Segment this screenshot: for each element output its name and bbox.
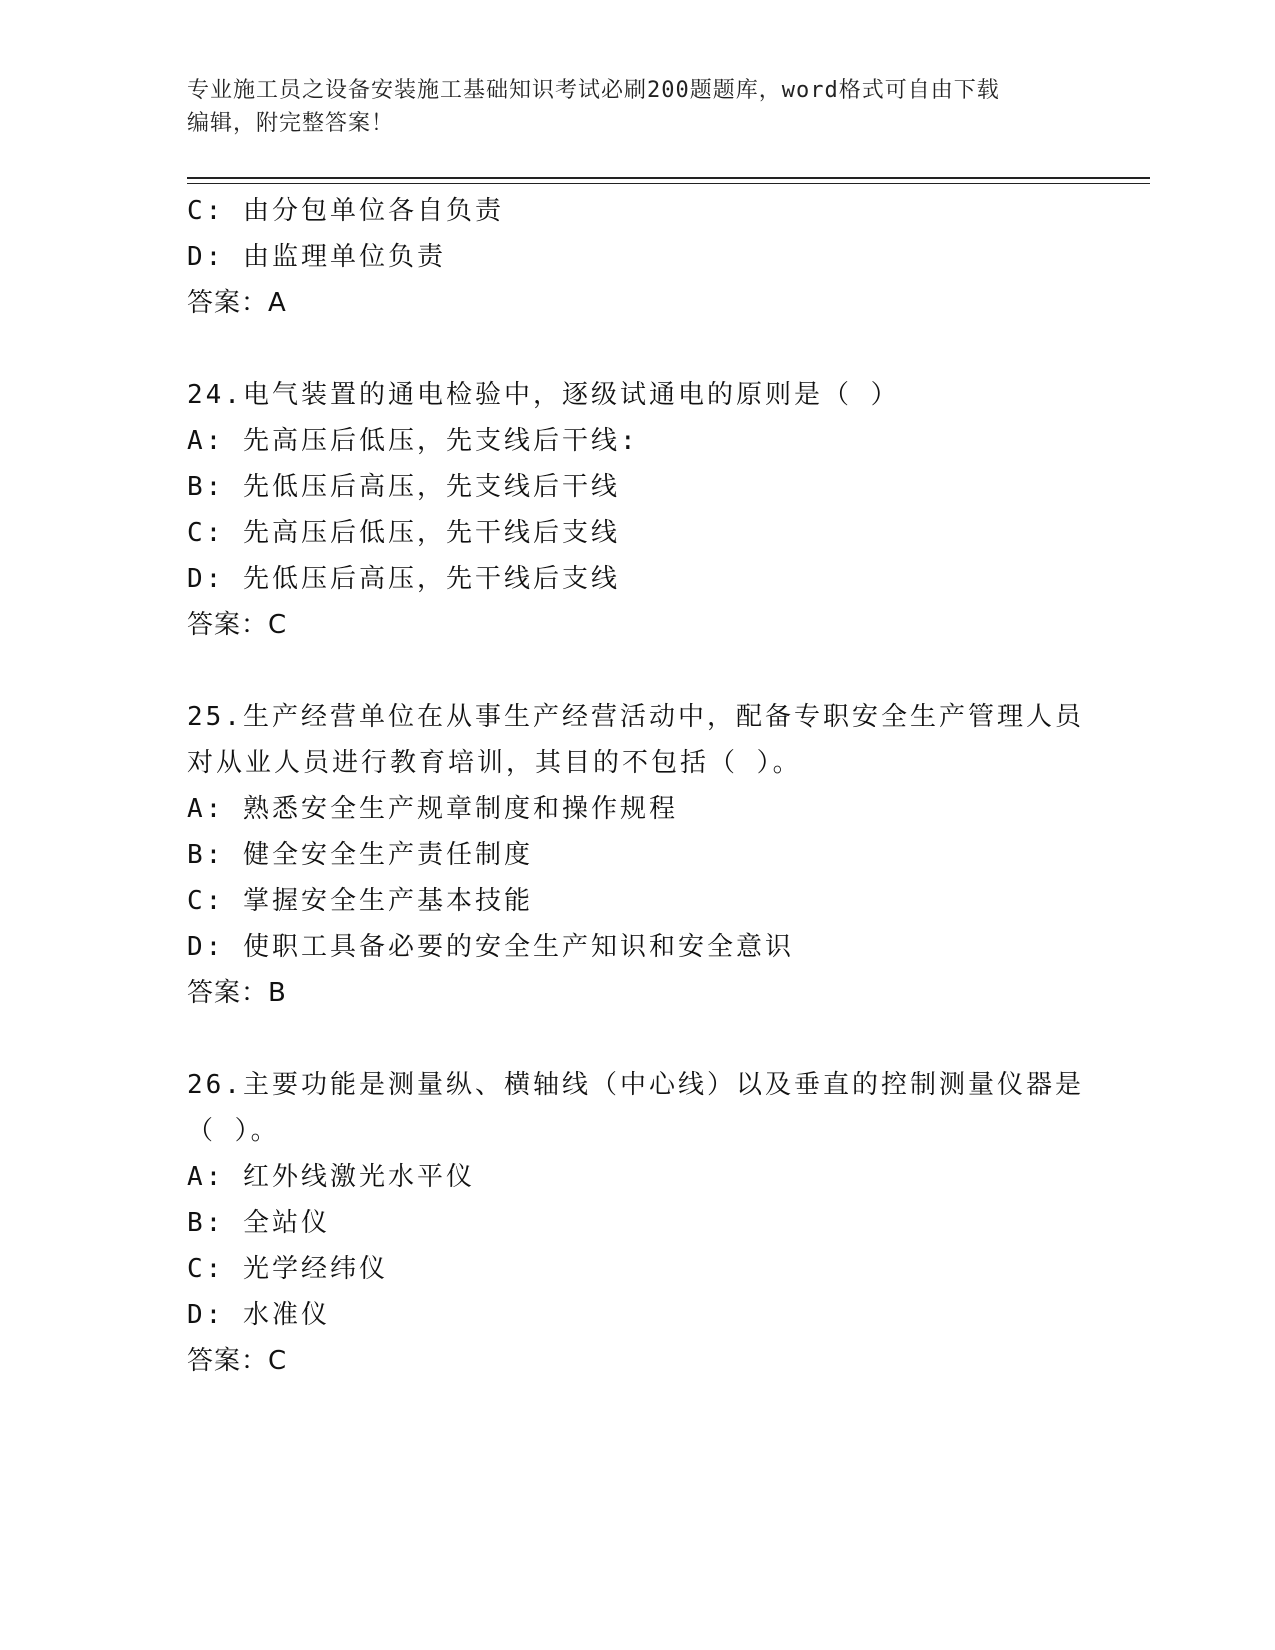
question-text-line1: 26.主要功能是测量纵、横轴线（中心线）以及垂直的控制测量仪器是: [187, 1070, 1084, 1100]
question-text-line1: 25.生产经营单位在从事生产经营活动中，配备专职安全生产管理人员: [187, 702, 1084, 732]
option-b: B: 健全安全生产责任制度: [187, 840, 533, 870]
option-d: D: 使职工具备必要的安全生产知识和安全意识: [187, 932, 794, 962]
question-text: 24.电气装置的通电检验中，逐级试通电的原则是（ ）: [187, 380, 900, 410]
option-d: D: 先低压后高压，先干线后支线: [187, 564, 620, 594]
document-header: [187, 74, 1087, 140]
question-content: [187, 188, 1087, 1384]
question-26: [187, 1062, 1087, 1384]
header-title-line2: 编辑，附完整答案！: [187, 111, 395, 136]
answer-line: 答案：C: [187, 1346, 288, 1376]
question-24: [187, 372, 1087, 648]
answer-line: 答案：A: [187, 288, 287, 318]
option-b: B: 先低压后高压，先支线后干线: [187, 472, 620, 502]
option-c: C: 掌握安全生产基本技能: [187, 886, 533, 916]
question-continued: [187, 188, 1087, 326]
option-c: C: 光学经纬仪: [187, 1254, 388, 1284]
option-c: C: 先高压后低压，先干线后支线: [187, 518, 620, 548]
option-a: A: 红外线激光水平仪: [187, 1162, 475, 1192]
header-title-line1: 专业施工员之设备安装施工基础知识考试必刷200题题库，word格式可自由下载: [187, 78, 1000, 103]
header-divider-thin: [187, 183, 1150, 184]
option-a: A: 熟悉安全生产规章制度和操作规程: [187, 794, 678, 824]
option-d: D: 水准仪: [187, 1300, 330, 1330]
header-divider-thick: [187, 177, 1150, 179]
answer-line: 答案：C: [187, 610, 288, 640]
option-b: B: 全站仪: [187, 1208, 330, 1238]
option-c: C: 由分包单位各自负责: [187, 196, 504, 226]
option-d: D: 由监理单位负责: [187, 242, 446, 272]
question-text-line2: 对从业人员进行教育培训，其目的不包括（ ）。: [187, 748, 802, 778]
question-25: [187, 694, 1087, 1016]
answer-line: 答案：B: [187, 978, 287, 1008]
question-text-line2: （ ）。: [187, 1116, 280, 1146]
option-a: A: 先高压后低压，先支线后干线:: [187, 426, 639, 456]
